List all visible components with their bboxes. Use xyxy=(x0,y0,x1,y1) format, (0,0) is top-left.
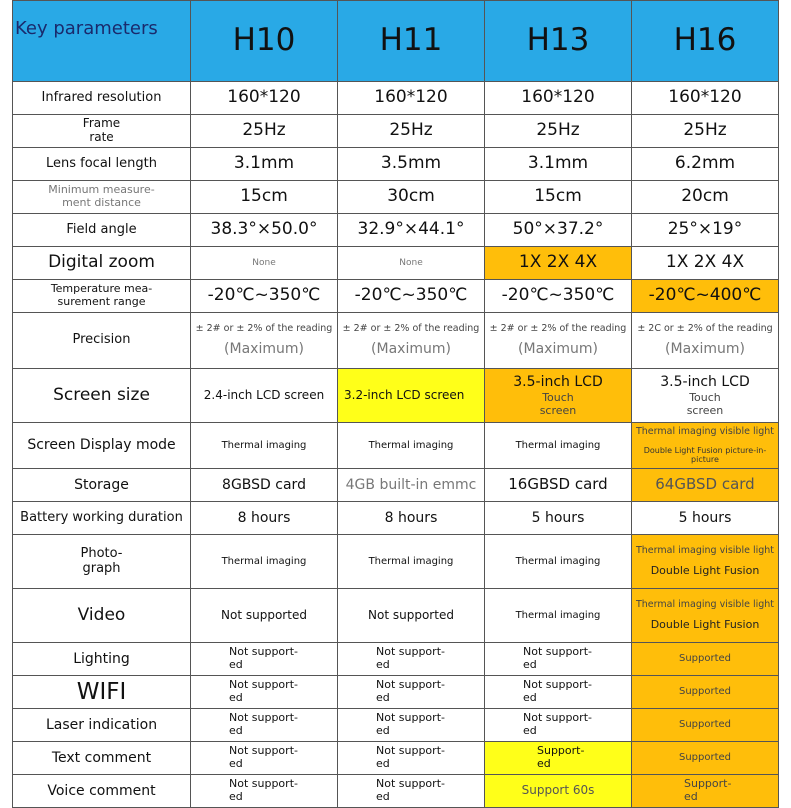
cell-h11: 25Hz xyxy=(338,115,485,148)
row-voice-comment xyxy=(13,775,779,808)
cell-h13: -20℃~350℃ xyxy=(485,280,632,313)
row-storage xyxy=(13,469,779,502)
key-parameters-header: Key parameters xyxy=(13,1,191,82)
row-label: Photo- graph xyxy=(13,535,191,589)
cell-h10: Not support- ed xyxy=(191,709,338,742)
row-label: Temperature mea- surement range xyxy=(13,280,191,313)
cell-h16: Supported xyxy=(632,742,779,775)
cell-h10: 3.1mm xyxy=(191,148,338,181)
cell-h10: 2.4-inch LCD screen xyxy=(191,369,338,423)
cell-h16: 5 hours xyxy=(632,502,779,535)
cell-h10: Not support- ed xyxy=(191,742,338,775)
cell-h11: None xyxy=(338,247,485,280)
cell-h10: 8GBSD card xyxy=(191,469,338,502)
cell-h10: Not supported xyxy=(191,589,338,643)
cell-h11: 32.9°×44.1° xyxy=(338,214,485,247)
model-h11: H11 xyxy=(338,1,485,82)
cell-h11: 4GB built-in emmc xyxy=(338,469,485,502)
row-label: Screen Display mode xyxy=(13,423,191,469)
cell-h13: 3.5-inch LCD Touch screen xyxy=(485,369,632,423)
cell-h13: 25Hz xyxy=(485,115,632,148)
row-field-angle xyxy=(13,214,779,247)
cell-h11: -20℃~350℃ xyxy=(338,280,485,313)
cell-h13: Thermal imaging xyxy=(485,535,632,589)
row-label: Digital zoom xyxy=(13,247,191,280)
row-temperature xyxy=(13,280,779,313)
cell-h10: 38.3°×50.0° xyxy=(191,214,338,247)
cell-h13: 1X 2X 4X xyxy=(485,247,632,280)
cell-h13: Not support- ed xyxy=(485,676,632,709)
cell-h11: Not support- ed xyxy=(338,775,485,808)
cell-h13: 160*120 xyxy=(485,82,632,115)
row-label: WIFI xyxy=(13,676,191,709)
cell-h13: 3.1mm xyxy=(485,148,632,181)
row-photograph xyxy=(13,535,779,589)
row-label: Voice comment xyxy=(13,775,191,808)
row-label: Field angle xyxy=(13,214,191,247)
row-laser xyxy=(13,709,779,742)
cell-h10: Not support- ed xyxy=(191,643,338,676)
cell-h10: Not support- ed xyxy=(191,676,338,709)
row-label: Storage xyxy=(13,469,191,502)
cell-h11: Thermal imaging xyxy=(338,423,485,469)
spec-table xyxy=(12,0,779,808)
row-frame-rate xyxy=(13,115,779,148)
row-label: Screen size xyxy=(13,369,191,423)
cell-h13: 5 hours xyxy=(485,502,632,535)
cell-h13: Thermal imaging xyxy=(485,423,632,469)
cell-h11: Not supported xyxy=(338,589,485,643)
row-label: Laser indication xyxy=(13,709,191,742)
row-label: Infrared resolution xyxy=(13,82,191,115)
cell-h11: 3.2-inch LCD screen xyxy=(338,369,485,423)
row-label: Minimum measure- ment distance xyxy=(13,181,191,214)
model-h16: H16 xyxy=(632,1,779,82)
row-label: Precision xyxy=(13,313,191,369)
model-h10: H10 xyxy=(191,1,338,82)
cell-h10: Thermal imaging xyxy=(191,535,338,589)
cell-h16: 160*120 xyxy=(632,82,779,115)
cell-h13: 50°×37.2° xyxy=(485,214,632,247)
row-infrared xyxy=(13,82,779,115)
cell-h16: 6.2mm xyxy=(632,148,779,181)
cell-h16: Thermal imaging visible light Double Light Fusion xyxy=(632,535,779,589)
cell-h16: 3.5-inch LCD Touch screen xyxy=(632,369,779,423)
cell-h11: Thermal imaging xyxy=(338,535,485,589)
cell-h16: Supported xyxy=(632,643,779,676)
cell-h11: Not support- ed xyxy=(338,742,485,775)
cell-h10: 160*120 xyxy=(191,82,338,115)
cell-h13: ± 2# or ± 2% of the reading (Maximum) xyxy=(485,313,632,369)
row-lighting xyxy=(13,643,779,676)
cell-h16: 20cm xyxy=(632,181,779,214)
row-screen-size xyxy=(13,369,779,423)
cell-h10: Not support- ed xyxy=(191,775,338,808)
cell-h16: 1X 2X 4X xyxy=(632,247,779,280)
cell-h10: 15cm xyxy=(191,181,338,214)
cell-h13: Thermal imaging xyxy=(485,589,632,643)
row-precision xyxy=(13,313,779,369)
row-label: Battery working duration xyxy=(13,502,191,535)
cell-h11: 160*120 xyxy=(338,82,485,115)
cell-h16: 25Hz xyxy=(632,115,779,148)
row-min-distance xyxy=(13,181,779,214)
cell-h10: 25Hz xyxy=(191,115,338,148)
model-h13: H13 xyxy=(485,1,632,82)
cell-h13: Not support- ed xyxy=(485,643,632,676)
cell-h13: 15cm xyxy=(485,181,632,214)
header-row xyxy=(13,1,779,82)
row-display-mode xyxy=(13,423,779,469)
cell-h11: ± 2# or ± 2% of the reading (Maximum) xyxy=(338,313,485,369)
cell-h13: Support- ed xyxy=(485,742,632,775)
cell-h10: Thermal imaging xyxy=(191,423,338,469)
cell-h16: Thermal imaging visible light Double Light Fusion picture-in-picture xyxy=(632,423,779,469)
cell-h16: Support- ed xyxy=(632,775,779,808)
cell-h16: -20℃~400℃ xyxy=(632,280,779,313)
cell-h11: 8 hours xyxy=(338,502,485,535)
row-battery xyxy=(13,502,779,535)
row-label: Lens focal length xyxy=(13,148,191,181)
row-label: Lighting xyxy=(13,643,191,676)
cell-h11: 3.5mm xyxy=(338,148,485,181)
row-video xyxy=(13,589,779,643)
cell-h11: Not support- ed xyxy=(338,643,485,676)
cell-h11: 30cm xyxy=(338,181,485,214)
cell-h16: Supported xyxy=(632,709,779,742)
cell-h10: -20℃~350℃ xyxy=(191,280,338,313)
row-text-comment xyxy=(13,742,779,775)
cell-h11: Not support- ed xyxy=(338,676,485,709)
cell-h10: None xyxy=(191,247,338,280)
cell-h16: 25°×19° xyxy=(632,214,779,247)
row-wifi xyxy=(13,676,779,709)
cell-h13: 16GBSD card xyxy=(485,469,632,502)
cell-h16: Thermal imaging visible light Double Light Fusion xyxy=(632,589,779,643)
row-label: Video xyxy=(13,589,191,643)
cell-h16: ± 2C or ± 2% of the reading (Maximum) xyxy=(632,313,779,369)
row-digital-zoom xyxy=(13,247,779,280)
cell-h10: 8 hours xyxy=(191,502,338,535)
cell-h10: ± 2# or ± 2% of the reading (Maximum) xyxy=(191,313,338,369)
row-label: Frame rate xyxy=(13,115,191,148)
row-label: Text comment xyxy=(13,742,191,775)
cell-h16: 64GBSD card xyxy=(632,469,779,502)
cell-h13: Not support- ed xyxy=(485,709,632,742)
row-lens xyxy=(13,148,779,181)
cell-h16: Supported xyxy=(632,676,779,709)
cell-h13: Support 60s xyxy=(485,775,632,808)
cell-h11: Not support- ed xyxy=(338,709,485,742)
